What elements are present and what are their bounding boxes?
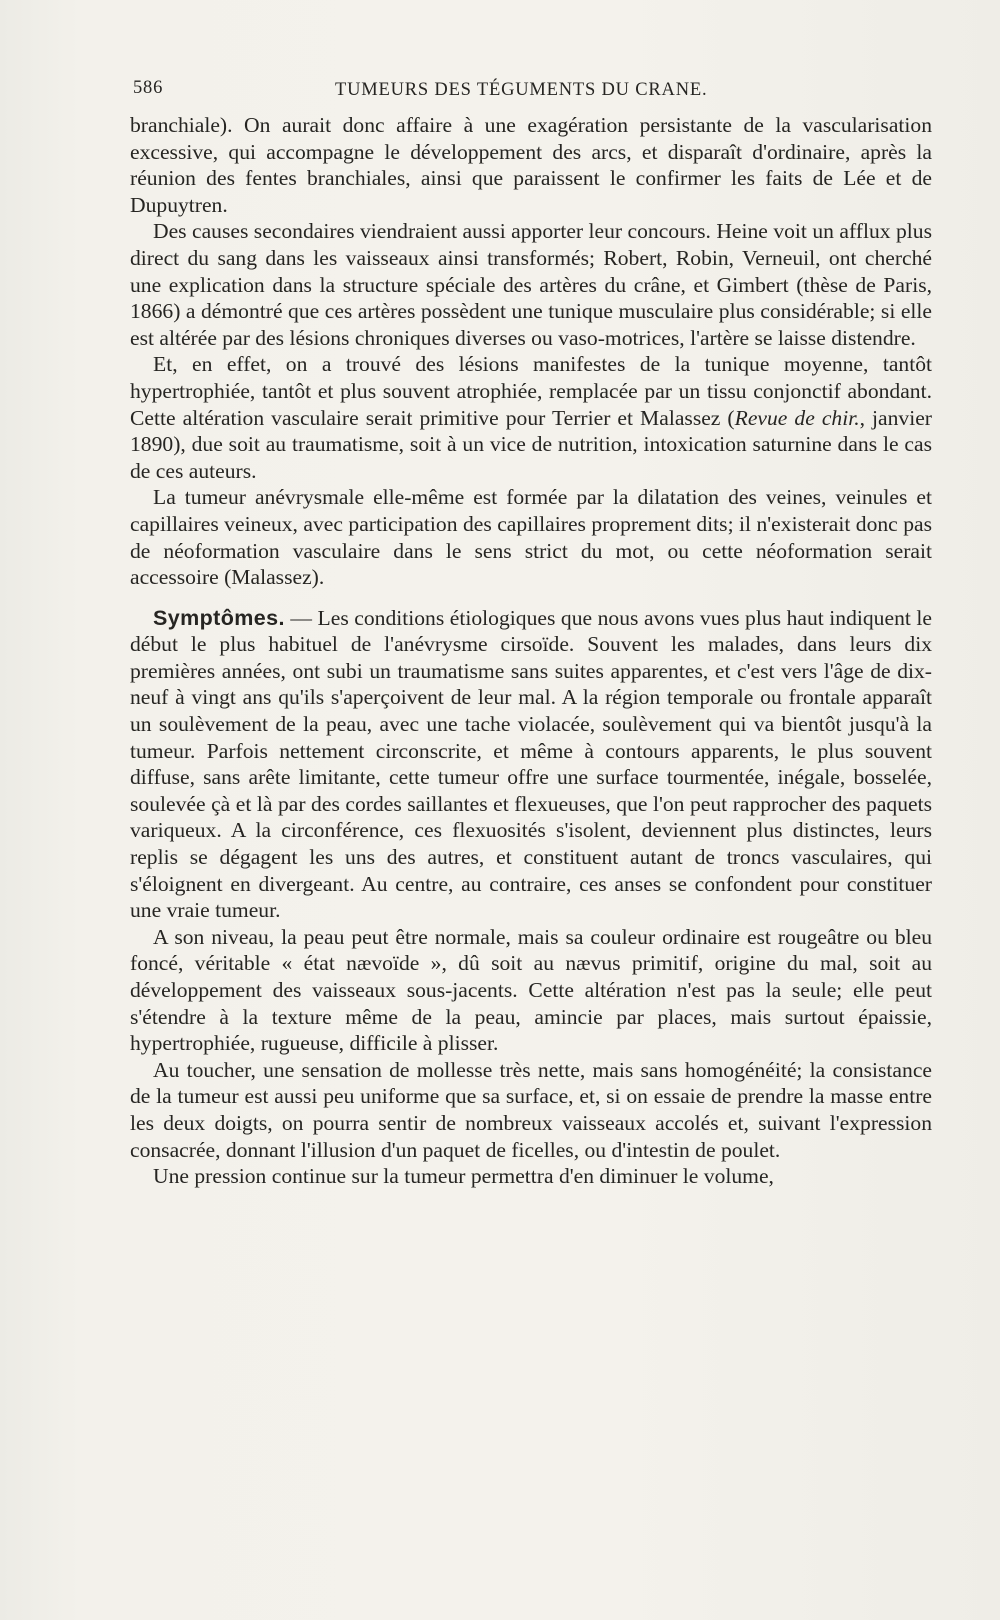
paragraph-3-text-a: Et, en effet, on a trouvé des lésions manifestes de la tunique moyenne, tantôt hypertrophiée, tantôt et plus souvent atrophiée, remplacée par un tissu conjonctif abondant. Cette altération vasculaire serait primitive pour Terrier et Malassez ( <box>130 352 932 430</box>
journal-title: Revue de chir. <box>734 405 860 430</box>
page-number: 586 <box>133 78 164 98</box>
section-heading: Symptômes. <box>153 605 285 630</box>
paragraph-6: A son niveau, la peau peut être normale, mais sa couleur ordinaire est rougeâtre ou bleu foncé, véritable « état nævoïde », dû soit au nævus primitif, origine du mal, soit au développement des vaisseaux sous-jacents. Cette altération n'est pas la seule; elle peut s'étendre à la texture même de la peau, amincie par places, mais surtout épaissie, hypertrophiée, rugueuse, difficile à plisser. <box>130 924 932 1056</box>
paragraph-7: Au toucher, une sensation de mollesse très nette, mais sans homogénéité; la consistance de la tumeur est aussi peu uniforme que sa surface, et, si on essaie de prendre la masse entre les deux doigts, on pourra sentir de nombreux vaisseaux accolés et, suivant l'expression consacrée, donnant l'illusion d'un paquet de ficelles, ou d'intestin de poulet. <box>130 1057 932 1162</box>
paragraph-8: Une pression continue sur la tumeur permettra d'en diminuer le volume, <box>153 1164 774 1189</box>
paragraph-5-text: — Les conditions étiologiques que nous avons vues plus haut indiquent le début le plus habituel de l'anévrysme cirsoïde. Souvent les malades, dans leurs dix premières années, ont subi un traumatisme sans suites apparentes, et c'est vers l'âge de dix-neuf à vingt ans qu'ils s'aperçoivent de leur mal. A la région temporale ou frontale apparaît un soulèvement de la peau, avec une tache violacée, soulèvement qui va bientôt jusqu'à la tumeur. Parfois nettement circonscrite, et même à contours apparents, le plus souvent diffuse, sans arête limitante, cette tumeur offre une surface tourmentée, inégale, bosselée, soulevée çà et là par des cordes saillantes et flexueuses, que l'on peut rapprocher des paquets variqueux. A la circonférence, ces flexuosités s'isolent, deviennent plus distinctes, leurs replis se dégagent les uns des autres, et constituent autant de troncs vasculaires, qui s'éloignent en divergeant. Au centre, au contraire, ces anses se confondent pour constituer une vraie tumeur. <box>130 605 932 923</box>
paragraph-4: La tumeur anévrysmale elle-même est formée par la dilatation des veines, veinules et capillaires veineux, avec participation des capillaires proprement dits; il n'existerait donc pas de néoformation vasculaire dans le sens strict du mot, ou cette néoformation serait accessoire (Malassez). <box>130 485 932 590</box>
page-header <box>133 78 933 106</box>
paragraph-1: branchiale). On aurait donc affaire à une exagération persistante de la vascularisation excessive, qui accompagne le développement des arcs, et disparaît d'ordinaire, après la réunion des fentes branchiales, ainsi que paraissent le confirmer les faits de Lée et de Dupuytren. <box>130 113 932 217</box>
paragraph-3 <box>130 351 932 484</box>
paragraph-2: Des causes secondaires viendraient aussi apporter leur concours. Heine voit un afflux plus direct du sang dans les vaisseaux ainsi transformés; Robert, Robin, Verneuil, ont cherché une explication dans la structure spéciale des artères du crâne, et Gimbert (thèse de Paris, 1866) a démontré que ces artères possèdent une tunique musculaire plus considérable; si elle est altérée par des lésions chroniques diverses ou vaso-motrices, l'artère se laisse distendre. <box>130 219 932 350</box>
paragraph-5 <box>130 605 932 924</box>
paragraph-3-text-b: , janvier 1890), due soit au traumatisme, soit à un vice de nutrition, intoxication saturnine dans le cas de ces auteurs. <box>130 405 932 483</box>
running-title: TUMEURS DES TÉGUMENTS DU CRANE. <box>335 80 708 100</box>
body-text <box>130 112 932 1190</box>
